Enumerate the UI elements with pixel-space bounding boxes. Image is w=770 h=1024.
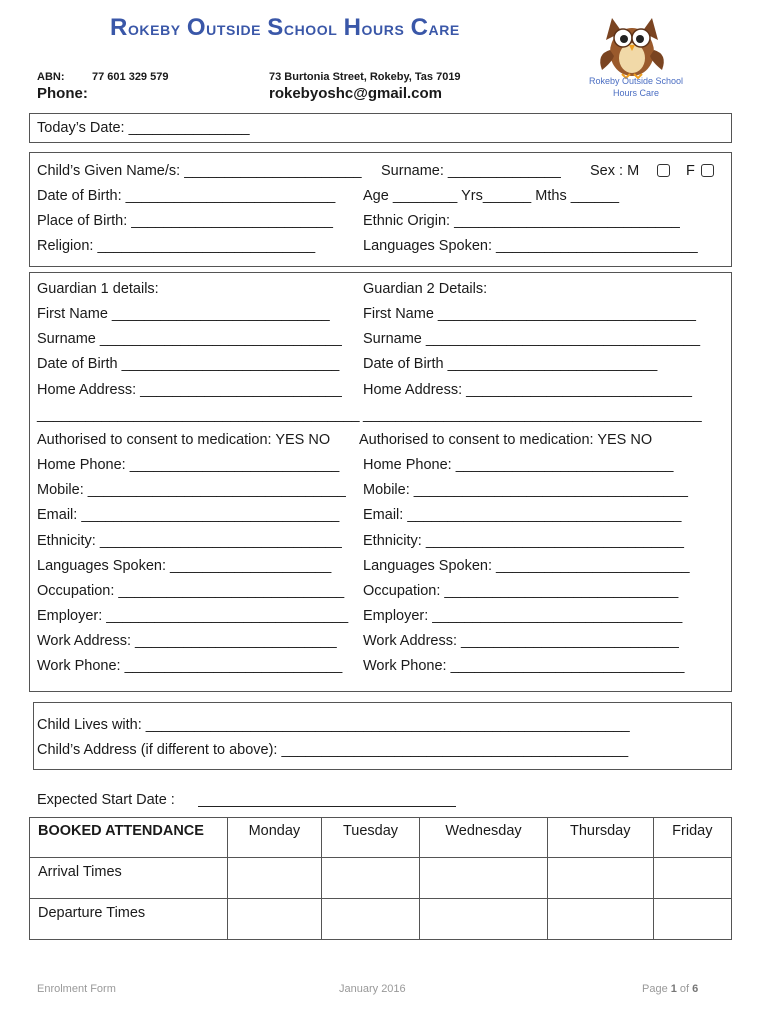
child-languages-field[interactable]: Languages Spoken: _________________________ [363,238,698,254]
place-of-birth-field[interactable]: Place of Birth: _________________________ [37,213,333,229]
departure-tuesday-cell[interactable] [321,899,420,940]
child-address-field[interactable]: Child’s Address (if different to above): ___________________________________________ [37,742,629,758]
sex-female-label: F [686,163,695,179]
logo-text-line1: Rokeby Outside School [588,76,684,86]
guardian2-ethnicity-field[interactable]: Ethnicity: ________________________________ [363,533,684,549]
departure-friday-cell[interactable] [653,899,731,940]
departure-monday-cell[interactable] [228,899,322,940]
guardian1-ethnicity-field[interactable]: Ethnicity: ______________________________ [37,533,342,549]
arrival-times-label: Arrival Times [30,858,228,899]
day-monday: Monday [228,818,322,858]
booked-attendance-header: BOOKED ATTENDANCE [30,818,228,858]
departure-times-label: Departure Times [30,899,228,940]
school-address: 73 Burtonia Street, Rokeby, Tas 7019 [269,71,461,83]
sex-male-checkbox[interactable] [657,164,670,177]
footer-form-name: Enrolment Form [37,983,116,995]
abn-value: 77 601 329 579 [92,71,169,83]
logo-text-line2: Hours Care [612,88,659,98]
footer-page-number: Page 1 of 6 [642,983,699,995]
guardian1-occupation-field[interactable]: Occupation: ____________________________ [37,583,345,599]
table-row [30,858,732,899]
booked-attendance-table [29,817,732,940]
day-friday: Friday [653,818,731,858]
arrival-tuesday-cell[interactable] [321,858,420,899]
guardian2-work-address-field[interactable]: Work Address: ___________________________ [363,633,679,649]
guardian2-dob-field[interactable]: Date of Birth __________________________ [363,356,658,372]
footer-date: January 2016 [339,983,406,995]
guardian2-email-field[interactable]: Email: __________________________________ [363,507,682,523]
child-lives-with-field[interactable]: Child Lives with: ____________________________________________________________ [37,717,630,733]
expected-start-date-label: Expected Start Date : [37,792,175,808]
guardian1-email-field[interactable]: Email: ________________________________ [37,507,340,523]
guardian1-work-address-field[interactable]: Work Address: _________________________ [37,633,337,649]
guardian2-first-name-field[interactable]: First Name ________________________________ [363,306,696,322]
todays-date-field[interactable]: Today’s Date: _______________ [37,120,250,136]
school-title: Rokeby Outside School Hours Care [110,14,460,41]
sex-label: Sex : M [590,163,640,179]
departure-thursday-cell[interactable] [547,899,653,940]
arrival-friday-cell[interactable] [653,858,731,899]
guardian1-dob-field[interactable]: Date of Birth ___________________________ [37,356,340,372]
guardian2-mobile-field[interactable]: Mobile: __________________________________ [363,482,688,498]
guardian2-languages-field[interactable]: Languages Spoken: ________________________ [363,558,690,574]
child-surname-field[interactable]: Surname: ______________ [381,163,561,179]
guardian2-home-address-line2[interactable]: __________________________________________ [363,407,702,423]
child-given-names-field[interactable]: Child’s Given Name/s: ______________________ [37,163,362,179]
arrival-monday-cell[interactable] [228,858,322,899]
expected-start-date-input[interactable] [198,806,456,807]
guardian2-employer-field[interactable]: Employer: _______________________________ [363,608,683,624]
arrival-wednesday-cell[interactable] [420,858,548,899]
religion-field[interactable]: Religion: ___________________________ [37,238,316,254]
phone-label: Phone: [37,85,88,102]
guardian2-home-phone-field[interactable]: Home Phone: ___________________________ [363,457,674,473]
table-header-row [30,818,732,858]
guardian2-occupation-field[interactable]: Occupation: _____________________________ [363,583,679,599]
guardian1-languages-field[interactable]: Languages Spoken: ____________________ [37,558,332,574]
guardian1-home-address-field[interactable]: Home Address: _________________________ [37,382,342,398]
sex-female-checkbox[interactable] [701,164,714,177]
guardian2-work-phone-field[interactable]: Work Phone: _____________________________ [363,658,685,674]
owl-logo-icon [592,10,672,80]
guardian1-first-name-field[interactable]: First Name ___________________________ [37,306,330,322]
arrival-thursday-cell[interactable] [547,858,653,899]
day-tuesday: Tuesday [321,818,420,858]
guardian1-home-address-line2[interactable]: ________________________________________ [37,407,360,423]
ethnic-origin-field[interactable]: Ethnic Origin: ____________________________ [363,213,680,229]
guardian1-mobile-field[interactable]: Mobile: ________________________________ [37,482,346,498]
guardian2-medication-consent[interactable]: Authorised to consent to medication: YES NO [359,432,653,448]
departure-wednesday-cell[interactable] [420,899,548,940]
guardian2-heading: Guardian 2 Details: [363,281,488,297]
abn-label: ABN: [37,71,65,83]
guardian1-surname-field[interactable]: Surname ______________________________ [37,331,342,347]
guardian1-heading: Guardian 1 details: [37,281,159,297]
guardian1-work-phone-field[interactable]: Work Phone: ___________________________ [37,658,343,674]
day-wednesday: Wednesday [420,818,548,858]
child-residence-box [33,702,732,770]
table-row [30,899,732,940]
guardian1-home-phone-field[interactable]: Home Phone: __________________________ [37,457,340,473]
child-dob-field[interactable]: Date of Birth: __________________________ [37,188,336,204]
day-thursday: Thursday [547,818,653,858]
guardian2-home-address-field[interactable]: Home Address: ____________________________ [363,382,692,398]
guardian2-surname-field[interactable]: Surname __________________________________ [363,331,701,347]
guardian1-employer-field[interactable]: Employer: ______________________________ [37,608,349,624]
school-email: rokebyoshc@gmail.com [269,85,443,102]
guardian1-medication-consent[interactable]: Authorised to consent to medication: YES NO [37,432,331,448]
child-age-field[interactable]: Age ________ Yrs______ Mths ______ [363,188,620,204]
